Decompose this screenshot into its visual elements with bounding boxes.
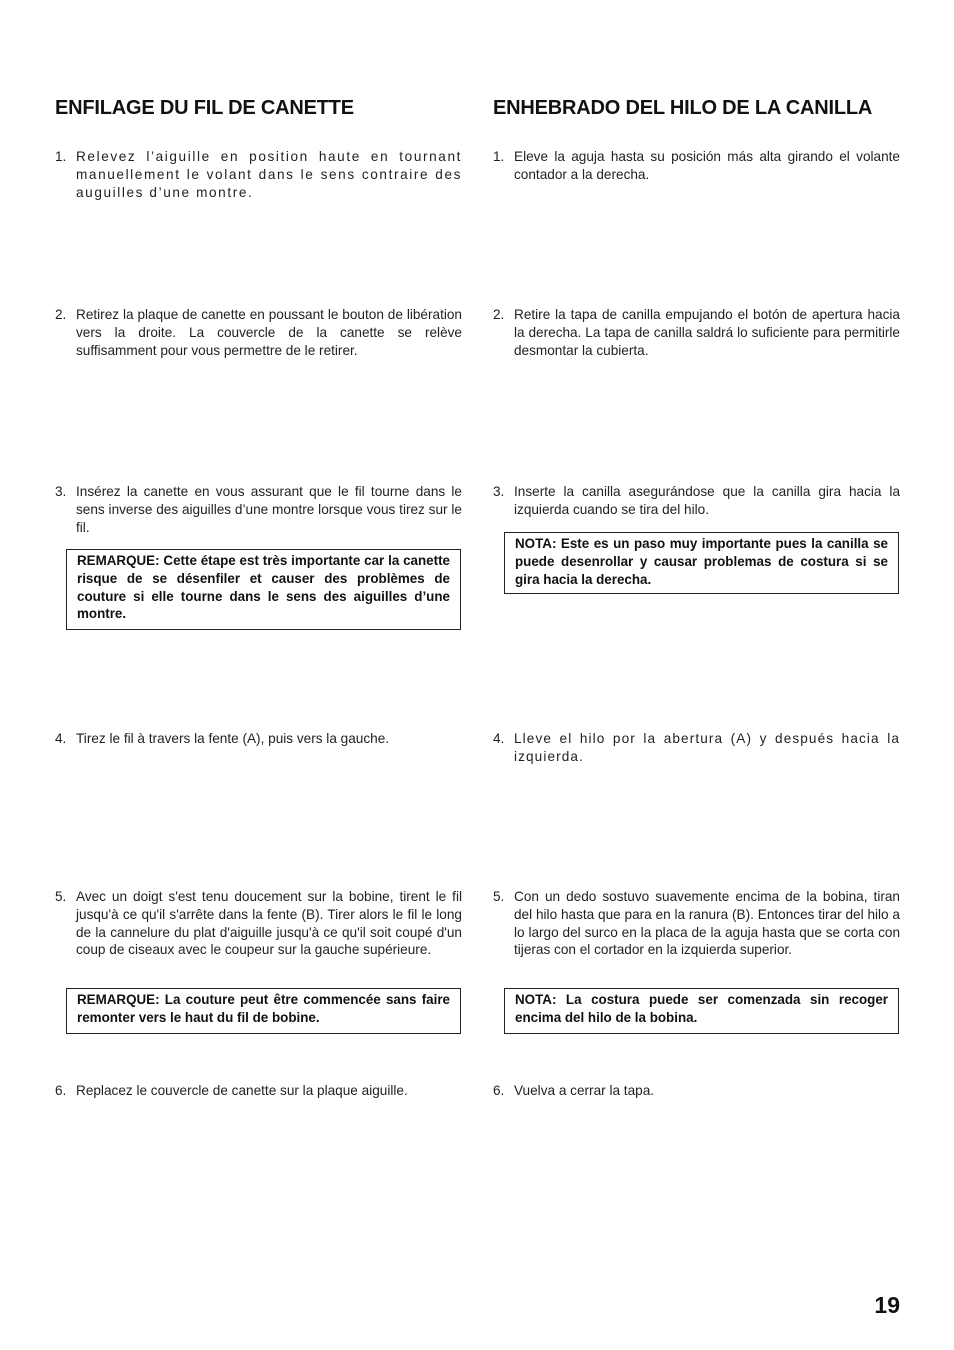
step-text: Insérez la canette en vous assurant que le fil tourne dans le sens inverse des aiguilles d’une montre lorsque vous tirez sur le fil. <box>76 484 462 535</box>
step-2-french <box>55 306 462 359</box>
step-4-spanish <box>493 730 900 766</box>
step-number: 3. <box>493 484 505 499</box>
step-text: Avec un doigt s'est tenu doucement sur la bobine, tirent le fil jusqu'à ce qu'il s'arrête dans la fente (B). Tirer alors le fil le long de la cannelure du plat d'aiguille jusqu'à ce qu'il soit coupé d'un coup de ciseaux avec le coupeur sur la gauche supérieure. <box>76 889 462 958</box>
step-text: Inserte la canilla asegurándose que la canilla gira hacia la izquierda cuando se tira del hilo. <box>514 484 900 517</box>
section-title-french: ENFILAGE DU FIL DE CANETTE <box>55 97 354 119</box>
step-text: Replacez le couvercle de canette sur la plaque aiguille. <box>76 1083 408 1098</box>
step-text: Tirez le fil à travers la fente (A), puis vers la gauche. <box>76 731 390 746</box>
step-5-french <box>55 888 462 959</box>
step-6-french <box>55 1082 462 1100</box>
page-number: 19 <box>874 1292 900 1318</box>
step-text: Lleve el hilo por la abertura (A) y después hacia la izquierda. <box>514 731 900 764</box>
step-3-french <box>55 483 462 536</box>
step-6-spanish <box>493 1082 900 1100</box>
step-4-french <box>55 730 462 748</box>
step-number: 1. <box>55 149 67 164</box>
step-number: 2. <box>493 307 505 322</box>
step-text: Vuelva a cerrar la tapa. <box>514 1083 655 1098</box>
step-text: Eleve la aguja hasta su posición más alta girando el volante contador a la derecha. <box>514 149 900 182</box>
section-title-spanish: ENHEBRADO DEL HILO DE LA CANILLA <box>493 97 873 119</box>
step-text: Con un dedo sostuvo suavemente encima de la bobina, tiran del hilo hasta que para en la ranura (B). Entonces tirar del hilo a lo largo del surco en la placa de la aguja hasta que se corta con tijeras con el cortador en la izquierda superior. <box>514 889 900 958</box>
note-step-3-spanish: NOTA: Este es un paso muy importante pues la canilla se puede desenrollar y causar problemas de costura si se gira hacia la derecha. <box>504 532 899 594</box>
step-number: 5. <box>55 889 67 904</box>
step-text: Relevez l’aiguille en position haute en tournant manuellement le volant dans le sens contraire des auguilles d’une montre. <box>76 149 462 200</box>
step-number: 1. <box>493 149 505 164</box>
step-number: 4. <box>493 731 505 746</box>
step-1-spanish <box>493 148 900 184</box>
step-text: Retire la tapa de canilla empujando el botón de apertura hacia la derecha. La tapa de canilla saldrá lo suficiente para permitirle desmontar la cubierta. <box>514 307 900 358</box>
step-1-french <box>55 148 462 201</box>
step-number: 6. <box>55 1083 67 1098</box>
step-number: 3. <box>55 484 67 499</box>
step-number: 5. <box>493 889 505 904</box>
step-number: 6. <box>493 1083 505 1098</box>
step-2-spanish <box>493 306 900 359</box>
step-number: 2. <box>55 307 67 322</box>
step-text: Retirez la plaque de canette en poussant le bouton de libération vers la droite. La couvercle de la canette se relève suffisamment pour vous permettre de le retirer. <box>76 307 462 358</box>
step-5-spanish <box>493 888 900 959</box>
note-step-5-french: REMARQUE: La couture peut être commencée sans faire remonter vers le haut du fil de bobine. <box>66 988 461 1034</box>
note-step-5-spanish: NOTA: La costura puede ser comenzada sin recoger encima del hilo de la bobina. <box>504 988 899 1034</box>
step-number: 4. <box>55 731 67 746</box>
note-step-3-french: REMARQUE: Cette étape est très importante car la canette risque de se désenfiler et causer des problèmes de couture si elle tourne dans le sens des aiguilles d’une montre. <box>66 549 461 630</box>
step-3-spanish <box>493 483 900 519</box>
